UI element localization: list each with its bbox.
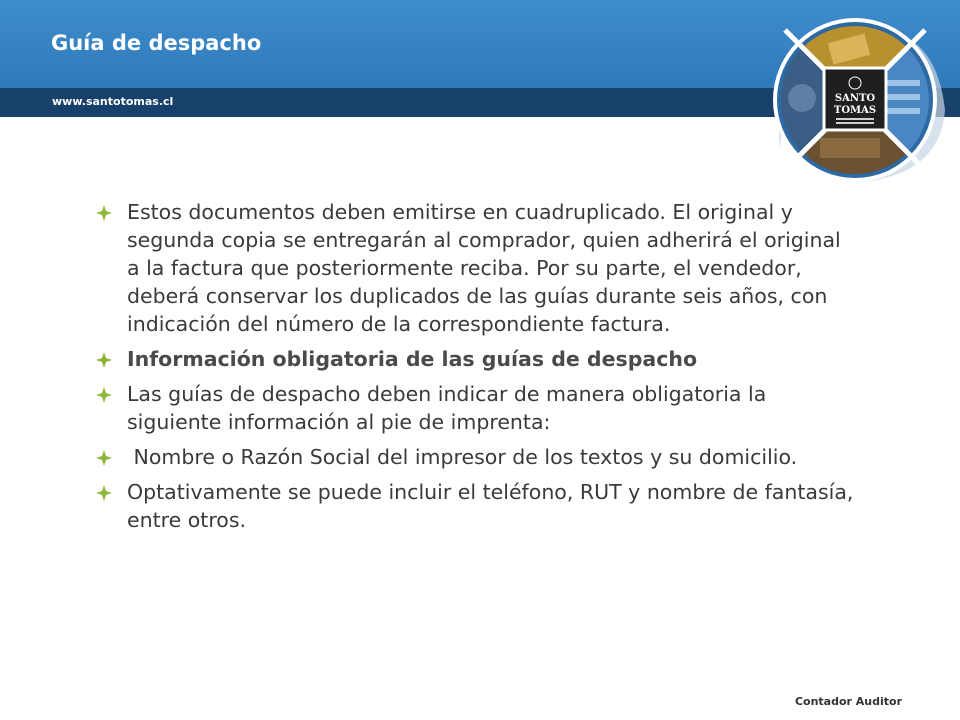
emblem-logo xyxy=(760,10,950,190)
site-url: www.santotomas.cl xyxy=(52,95,174,108)
diamond-bullet-icon xyxy=(96,450,112,466)
bullet-text: Las guías de despacho deben indicar de manera obligatoria la siguiente información al pie de imprenta: xyxy=(127,382,767,434)
bullet-text: Optativamente se puede incluir el teléfono, RUT y nombre de fantasía, entre otros. xyxy=(127,480,854,532)
bullet-text: Nombre o Razón Social del impresor de los textos y su domicilio. xyxy=(127,445,798,469)
diamond-bullet-icon xyxy=(96,485,112,501)
diamond-bullet-icon xyxy=(96,352,112,368)
bullet-item xyxy=(96,443,856,471)
bullet-text: Estos documentos deben emitirse en cuadruplicado. El original y segunda copia se entregarán al comprador, quien adherirá el original a la factura que posteriormente reciba. Por su parte, el vendedor, deberá conservar los duplicados de las guías durante seis años, con indicación del número de la correspondiente factura. xyxy=(127,200,841,336)
bullet-list xyxy=(96,198,856,541)
footer-label: Contador Auditor xyxy=(794,695,902,708)
diamond-bullet-icon xyxy=(96,387,112,403)
page-title: Guía de despacho xyxy=(51,31,262,55)
diamond-bullet-icon xyxy=(96,205,112,221)
logo-line-2: TOMAS xyxy=(833,105,877,116)
bullet-item xyxy=(96,345,856,373)
bullet-item xyxy=(96,198,856,338)
bullet-item xyxy=(96,478,856,534)
bullet-item xyxy=(96,380,856,436)
bullet-text: Información obligatoria de las guías de despacho xyxy=(127,347,698,371)
logo-line-1: SANTO xyxy=(834,93,876,104)
